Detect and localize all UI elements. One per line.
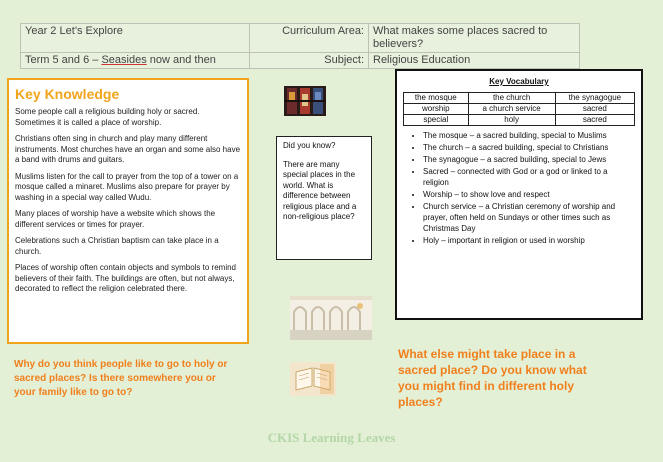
vocab-cell: a church service: [468, 104, 555, 115]
header-curriculum-label: Curriculum Area:: [250, 24, 369, 53]
vocab-cell: the church: [468, 93, 555, 104]
list-item: • Sacred – connected with God or a god or linked to a religion: [423, 166, 635, 188]
header-term: [21, 53, 250, 69]
vocabulary-table: [403, 92, 635, 126]
vocab-cell: sacred: [555, 115, 634, 126]
header-subject-value: Religious Education: [369, 53, 580, 69]
list-item: • Church service – a Christian ceremony of worship and prayer, often held on Sundays or other times such as Christmas Day: [423, 201, 635, 234]
kk-paragraph: Celebrations such a Christian baptism can take place in a church.: [15, 236, 219, 256]
did-you-know-box: [276, 136, 372, 260]
vocabulary-list: [403, 130, 635, 246]
header-term-prefix: Term 5 and 6 –: [25, 54, 102, 66]
vocab-cell: the synagogue: [555, 93, 634, 104]
header-subject-label: Subject:: [250, 53, 369, 69]
question-left: Why do you think people like to go to holy or sacred places? Is there somewhere you or your family like to go to?: [14, 359, 228, 398]
vocab-cell: worship: [404, 104, 469, 115]
table-row: [404, 93, 635, 104]
header-topic: Year 2 Let’s Explore: [21, 24, 250, 53]
holy-book-image: [290, 362, 336, 396]
header-table: [20, 23, 580, 69]
header-curriculum-value: What makes some places sacred to believers?: [369, 24, 580, 53]
list-item: • The church – a sacred building, special to Christians: [423, 142, 635, 153]
key-knowledge-panel: [7, 78, 249, 344]
stained-glass-image: [284, 86, 326, 116]
vocab-cell: special: [404, 115, 469, 126]
list-item: • Holy – important in religion or used in worship: [423, 235, 635, 246]
vocab-cell: holy: [468, 115, 555, 126]
kk-paragraph: Muslims listen for the call to prayer from the top of a tower on a mosque called a minaret. Muslims also prepare for prayer by washing in a special way called Wudu.: [15, 171, 239, 202]
question-right: What else might take place in a sacred place? Do you know what you might find in different holy places?: [398, 347, 587, 409]
did-you-know-text: There are many special places in the world. What is difference between religious place and a non-religious place?: [283, 159, 357, 221]
footer-watermark: CKIS Learning Leaves: [267, 430, 396, 445]
did-you-know-title: Did you know?: [283, 141, 336, 150]
key-vocabulary-title: Key Vocabulary: [489, 77, 549, 86]
key-knowledge-title: Key Knowledge: [15, 86, 120, 102]
table-row: [404, 115, 635, 126]
list-item: • The mosque – a sacred building, special to Muslims: [423, 130, 635, 141]
kk-paragraph: Christians often sing in church and play many different instruments. Most churches have an organ and some also have a band with drums and guitars.: [15, 134, 241, 164]
list-item: • Worship – to show love and respect: [423, 189, 635, 200]
header-term-topic: Seasides: [101, 54, 147, 66]
vocab-cell: sacred: [555, 104, 634, 115]
kk-paragraph: Some people call a religious building holy or sacred. Sometimes it is called a place of worship.: [15, 107, 200, 127]
mosque-interior-image: [290, 296, 372, 340]
key-vocabulary-panel: [395, 69, 643, 320]
header-term-suffix: now and then: [146, 54, 216, 66]
table-row: [404, 104, 635, 115]
kk-paragraph: Many places of worship have a website which shows the different services or times for prayer.: [15, 209, 216, 229]
list-item: • The synagogue – a sacred building, special to Jews: [423, 154, 635, 165]
kk-paragraph: Places of worship often contain objects and symbols to remind believers of their faith. The buildings are often, but not always, decorated to reflect the religion celebrated there.: [15, 263, 237, 293]
vocab-cell: the mosque: [404, 93, 469, 104]
